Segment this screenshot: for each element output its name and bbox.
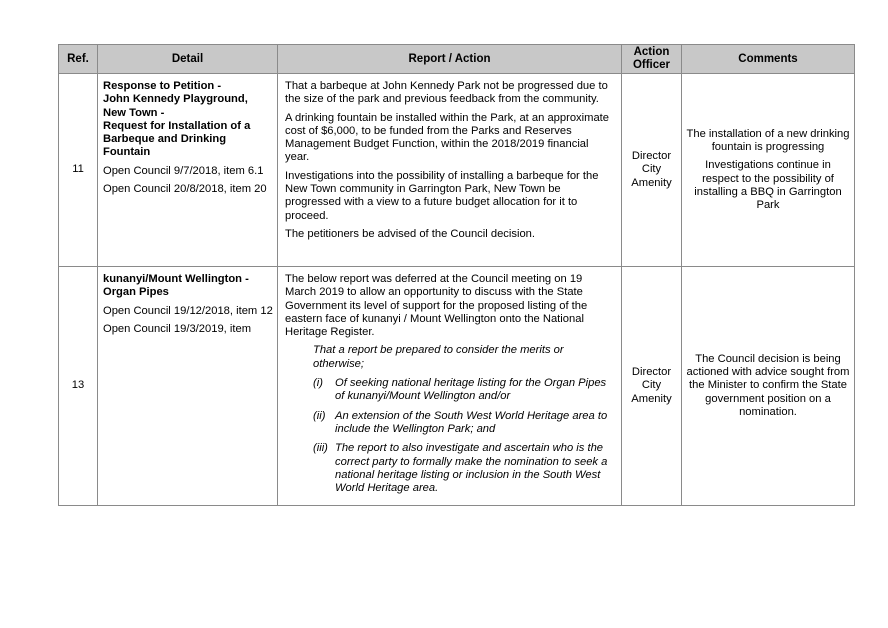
header-report: Report / Action	[278, 45, 622, 74]
comment-paragraph: The installation of a new drinking fountain is progressing	[686, 127, 850, 153]
report-paragraph: Investigations into the possibility of installing a barbeque for the New Town community in Garrington Park, New Town be progressed with a view to a future budget allocation for it to proceed.	[285, 169, 599, 222]
quote-list-item	[313, 410, 615, 437]
header-ref: Ref.	[59, 45, 98, 74]
detail-note: Open Council 9/7/2018, item 6.1	[103, 164, 264, 177]
row-officer: Director City Amenity	[622, 267, 682, 506]
row-report	[278, 74, 622, 267]
quote-intro: That a report be prepared to consider the merits or otherwise;	[313, 344, 564, 370]
quote-item-number: (i)	[313, 377, 323, 390]
quote-item-number: (iii)	[313, 442, 328, 455]
report-paragraph: A drinking fountain be installed within the Park, at an approximate cost of $6,000, to be funded from the Parks and Reserves Management Budget Function, within the 2018/2019 financial year.	[285, 111, 610, 164]
header-detail: Detail	[98, 45, 278, 74]
action-table	[58, 44, 855, 506]
header-officer: Action Officer	[622, 45, 682, 74]
row-detail	[98, 267, 278, 506]
row-report	[278, 267, 622, 506]
resolution-quote	[313, 344, 615, 495]
table-row	[59, 267, 855, 506]
detail-title-line: John Kennedy Playground, New Town -	[103, 93, 248, 119]
detail-title-line: Request for Installation of a Barbeque and Drinking Fountain	[103, 119, 251, 159]
row-officer: Director City Amenity	[622, 74, 682, 267]
row-ref: 11	[59, 74, 98, 267]
detail-title: kunanyi/Mount Wellington - Organ Pipes	[103, 273, 249, 299]
row-detail	[98, 74, 278, 267]
quote-list-item	[313, 377, 615, 404]
detail-note: Open Council 19/3/2019, item	[103, 322, 252, 335]
quote-item-text: An extension of the South West World Heritage area to include the Wellington Park; and	[335, 409, 608, 435]
comment-paragraph: Investigations continue in respect to the possibility of installing a BBQ in Garrington Park	[694, 159, 842, 212]
row-comments	[682, 74, 855, 267]
table-row	[59, 74, 855, 267]
header-comments: Comments	[682, 45, 855, 74]
quote-list-item	[313, 442, 615, 495]
report-paragraph: That a barbeque at John Kennedy Park not be progressed due to the size of the park and previous feedback from the community.	[285, 80, 608, 106]
row-comments	[682, 267, 855, 506]
detail-note: Open Council 20/8/2018, item 20	[103, 183, 267, 196]
detail-note: Open Council 19/12/2018, item 12	[103, 304, 273, 317]
quote-item-text: Of seeking national heritage listing for the Organ Pipes of kunanyi/Mount Wellington and/or	[335, 377, 607, 403]
report-paragraph: The below report was deferred at the Council meeting on 19 March 2019 to allow an opportunity to discuss with the State Government its level of support for the proposed listing of the eastern face of kunanyi / Mount Wellington onto the National Heritage Register.	[285, 273, 588, 339]
table-header-row	[59, 45, 855, 74]
report-paragraph: The petitioners be advised of the Council decision.	[285, 227, 536, 240]
quote-item-text: The report to also investigate and ascertain who is the correct party to formally make the nomination to seek a national heritage listing or inclusion in the South West World Heritage area.	[335, 442, 608, 495]
comment-paragraph: The Council decision is being actioned with advice sought from the Minister to confirm the State government position on a nomination.	[686, 352, 850, 418]
detail-title-line: Response to Petition -	[103, 80, 222, 92]
detail-title	[103, 80, 273, 160]
row-ref: 13	[59, 267, 98, 506]
quote-item-number: (ii)	[313, 409, 326, 422]
